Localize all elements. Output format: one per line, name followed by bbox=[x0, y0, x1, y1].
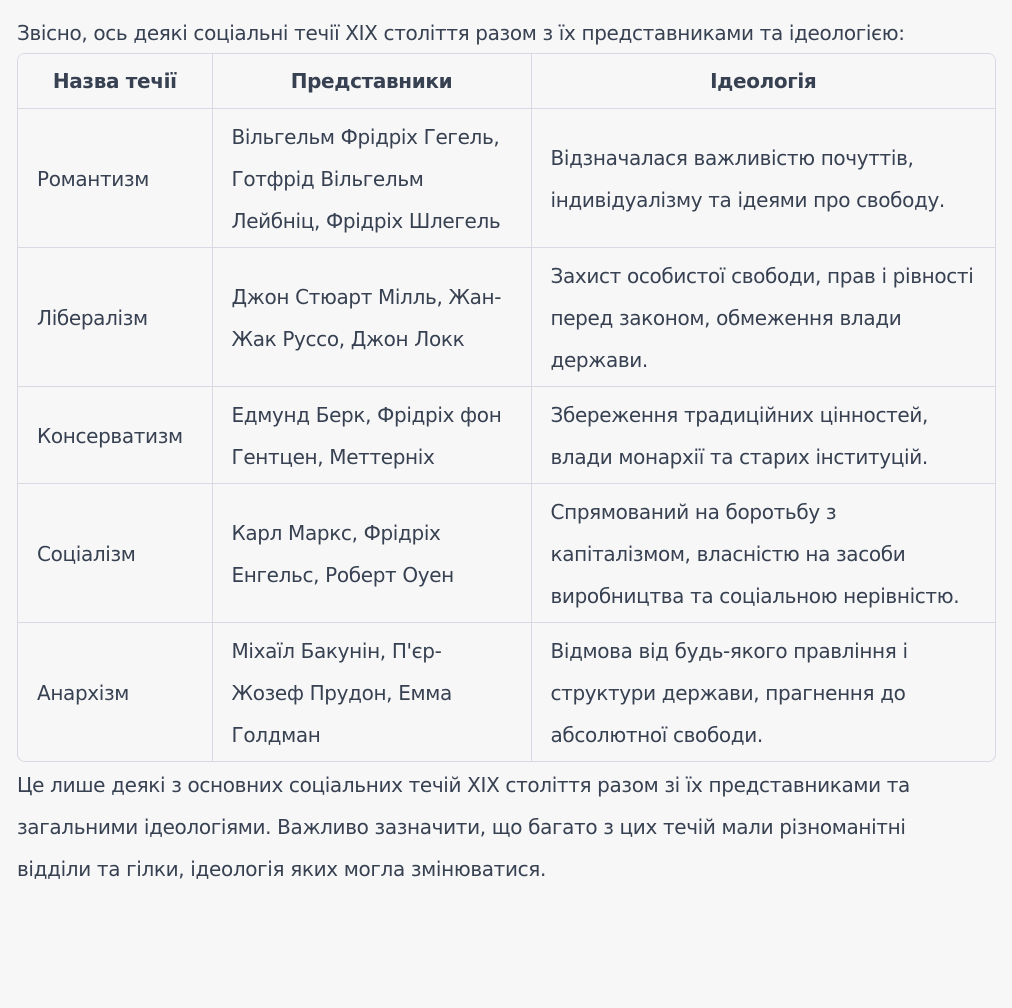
cell-representatives: Вільгельм Фрідріх Гегель, Готфрід Вільгельм Лейбніц, Фрідріх Шлегель bbox=[212, 109, 531, 248]
table-row bbox=[18, 248, 995, 387]
table-header-row bbox=[18, 54, 995, 109]
movements-table bbox=[18, 54, 995, 761]
cell-ideology: Спрямований на боротьбу з капіталізмом, власністю на засоби виробництва та соціальною нерівністю. bbox=[531, 484, 995, 623]
cell-movement-name: Соціалізм bbox=[18, 484, 212, 623]
cell-ideology: Збереження традиційних цінностей, влади монархії та старих інституцій. bbox=[531, 387, 995, 484]
cell-movement-name: Анархізм bbox=[18, 623, 212, 762]
cell-movement-name: Романтизм bbox=[18, 109, 212, 248]
header-representatives: Представники bbox=[212, 54, 531, 109]
table-row bbox=[18, 484, 995, 623]
cell-representatives: Джон Стюарт Мілль, Жан-Жак Руссо, Джон Локк bbox=[212, 248, 531, 387]
cell-movement-name: Лібералізм bbox=[18, 248, 212, 387]
chat-message bbox=[17, 0, 996, 890]
header-ideology: Ідеологія bbox=[531, 54, 995, 109]
movements-table-container bbox=[17, 53, 996, 762]
cell-representatives: Едмунд Берк, Фрідріх фон Гентцен, Меттерніх bbox=[212, 387, 531, 484]
intro-text: Звісно, ось деякі соціальні течії XIX століття разом з їх представниками та ідеологією: bbox=[17, 21, 905, 45]
cell-ideology: Відзначалася важливістю почуттів, індивідуалізму та ідеями про свободу. bbox=[531, 109, 995, 248]
header-movement-name: Назва течії bbox=[18, 54, 212, 109]
table-row bbox=[18, 387, 995, 484]
table-row bbox=[18, 109, 995, 248]
table-row bbox=[18, 623, 995, 762]
cell-ideology: Захист особистої свободи, прав і рівності перед законом, обмеження влади держави. bbox=[531, 248, 995, 387]
outro-text: Це лише деякі з основних соціальних течій XIX століття разом зі їх представниками та загальними ідеологіями. Важливо зазначити, що багато з цих течій мали різноманітні відділи та гілки, ідеологія яких могла змінюватися. bbox=[17, 773, 910, 881]
cell-movement-name: Консерватизм bbox=[18, 387, 212, 484]
cell-representatives: Карл Маркс, Фрідріх Енгельс, Роберт Оуен bbox=[212, 484, 531, 623]
cell-representatives: Міхаїл Бакунін, П'єр-Жозеф Прудон, Емма Голдман bbox=[212, 623, 531, 762]
cell-ideology: Відмова від будь-якого правління і структури держави, прагнення до абсолютної свободи. bbox=[550, 639, 908, 747]
